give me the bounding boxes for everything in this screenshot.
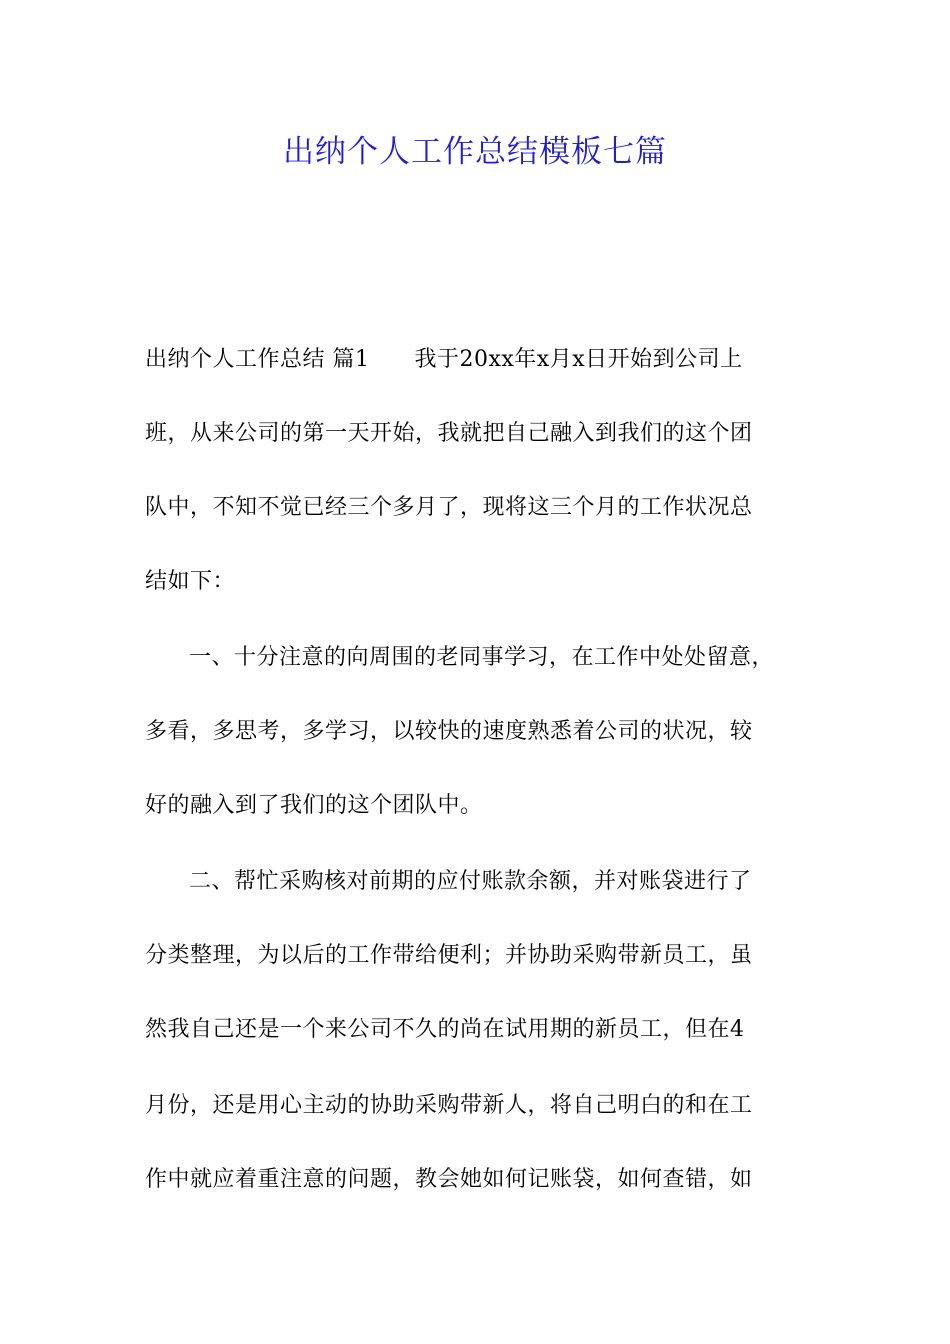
body-line-3: 队中，不知不觉已经三个多月了，现将这三个月的工作状况总	[145, 495, 753, 520]
body-line-2: 班，从来公司的第一天开始，我就把自己融入到我们的这个团	[145, 421, 753, 446]
body-line-5: 一、十分注意的向周围的老同事学习，在工作中处处留意，	[189, 645, 775, 670]
body-line-7: 好的融入到了我们的这个团队中。	[145, 793, 483, 818]
body-line-9: 分类整理，为以后的工作带给便利；并协助采购带新员工，虽	[145, 943, 753, 968]
body-line-12: 作中就应着重注意的问题，教会她如何记账袋，如何查错，如	[145, 1167, 753, 1192]
body-line-11: 月份，还是用心主动的协助采购带新人，将自己明白的和在工	[145, 1093, 753, 1118]
body-line-10: 然我自己还是一个来公司不久的尚在试用期的新员工，但在4	[145, 1017, 745, 1042]
body-line-4: 结如下：	[145, 569, 236, 594]
body-line-8: 二、帮忙采购核对前期的应付账款余额，并对账袋进行了	[189, 869, 752, 894]
body-line-1: 出纳个人工作总结 篇1 我于20xx年x月x日开始到公司上	[145, 347, 743, 372]
body-line-6: 多看，多思考，多学习，以较快的速度熟悉着公司的状况，较	[145, 719, 753, 744]
document-title: 出纳个人工作总结模板七篇	[283, 134, 667, 170]
